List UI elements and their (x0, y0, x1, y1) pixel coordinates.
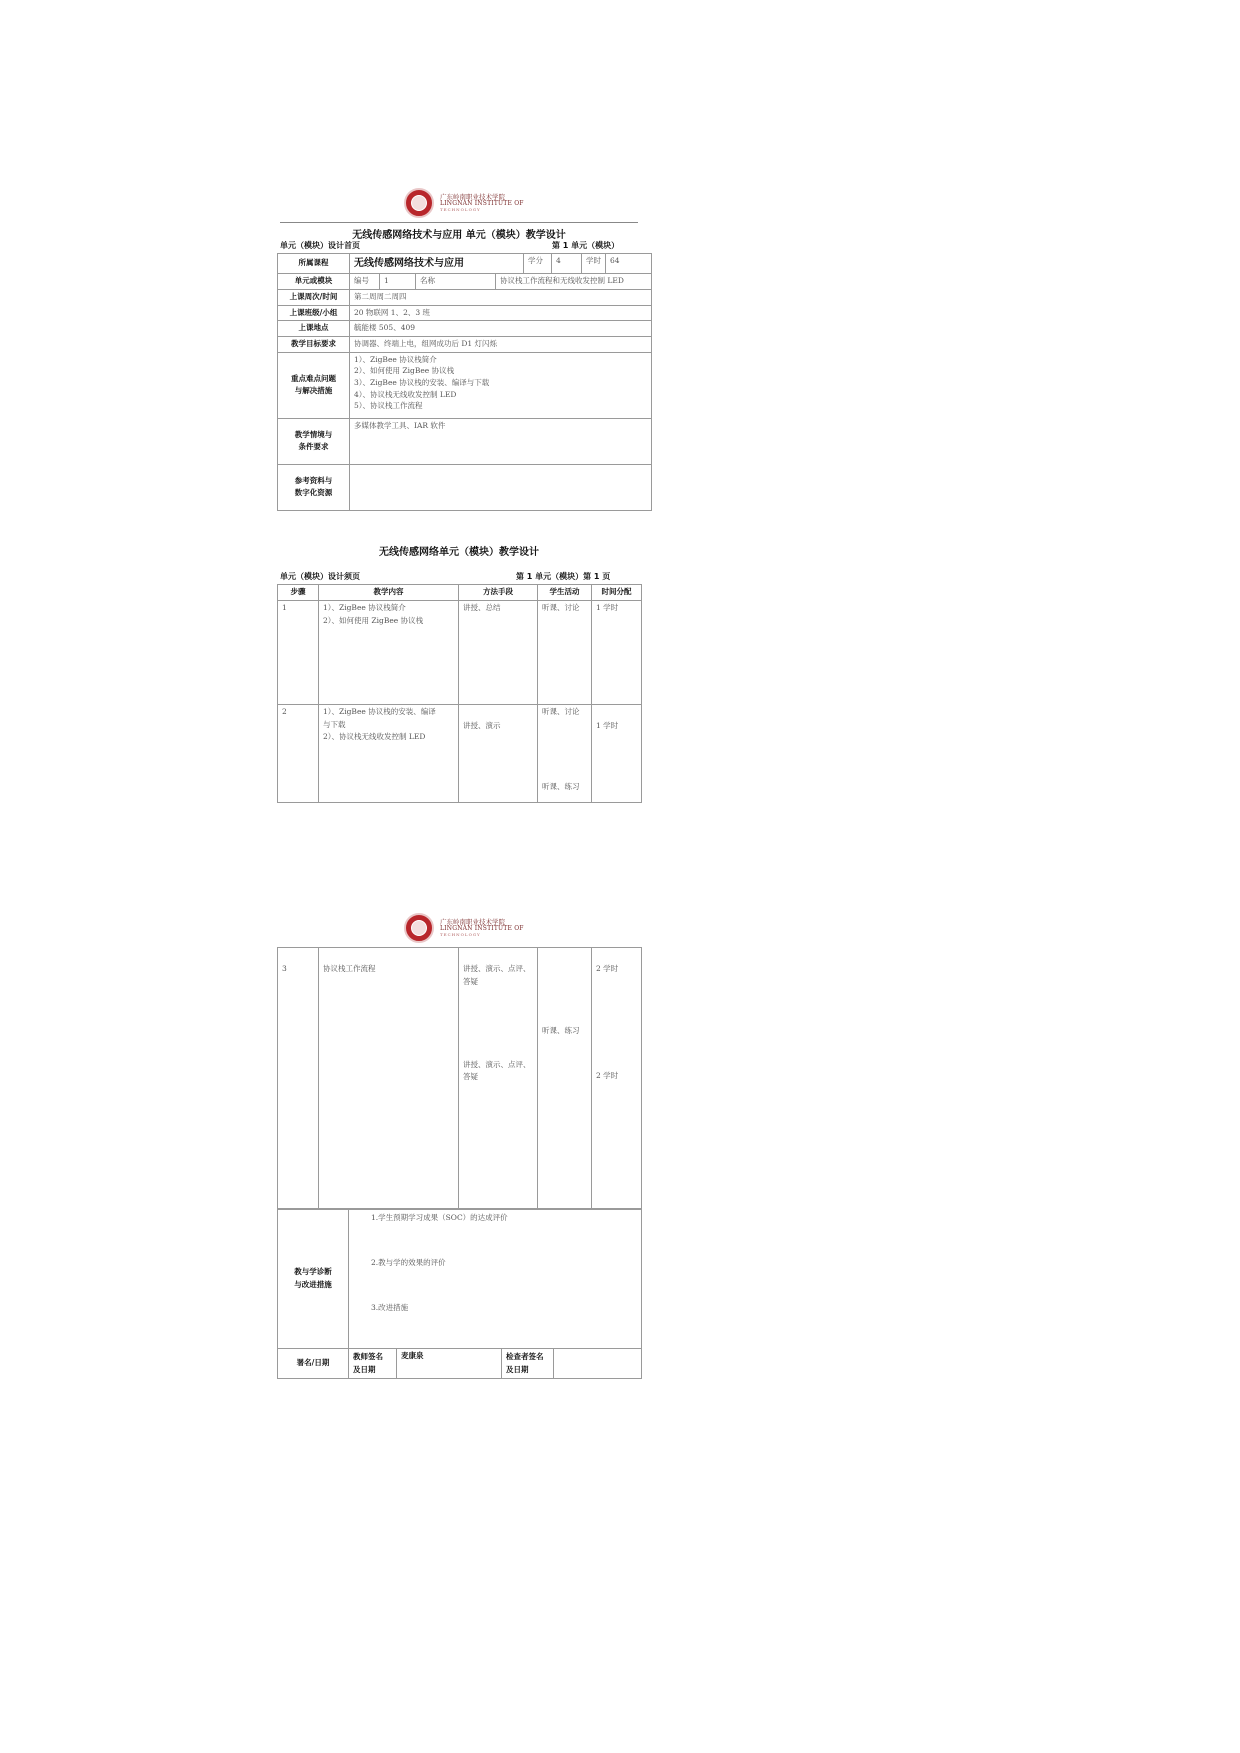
env-label: 教学情境与 条件要求 (278, 418, 350, 464)
page1-subtitle-left: 单元（模块）设计首页 (280, 241, 360, 250)
page1-subtitle-right: 第 1 单元（模块） (552, 241, 620, 250)
header-step: 步骤 (278, 585, 319, 601)
row3-time: 2 学时 2 学时 (592, 948, 642, 1210)
number-value: 1 (380, 274, 416, 290)
logo-en-name: LINGNAN INSTITUTE OF (440, 924, 524, 932)
week-value: 第二周周二周四 (350, 289, 652, 305)
row2-time: 1 学时 (592, 704, 642, 802)
logo-cn-name: 广东岭南职业技术学院 (440, 917, 505, 926)
checker-sign-label: 检查者签名 及日期 (502, 1349, 554, 1379)
signature-label: 署名/日期 (278, 1349, 349, 1379)
diagnosis-label: 教与学诊断 与改进措施 (278, 1209, 349, 1349)
diagnosis-item: 1.学生预期学习成果（SOC）的达成评价 (371, 1213, 508, 1222)
header-content: 教学内容 (319, 585, 459, 601)
row3-content: 协议栈工作流程 (319, 948, 459, 1210)
number-label: 编号 (350, 274, 380, 290)
page2-subtitle-left: 单元（模块）设计须页 (280, 572, 360, 581)
diagnosis-item: 2.教与学的效果的评价 (371, 1257, 446, 1267)
env-value: 多媒体教学工具、IAR 软件 (350, 418, 652, 464)
ref-value (350, 464, 652, 510)
header-activity: 学生活动 (538, 585, 592, 601)
hours-value: 64 (606, 254, 652, 274)
row1-activity: 听课、讨论 (538, 600, 592, 704)
row1-method: 讲授、总结 (459, 600, 538, 704)
row3-activity: 听课、练习 (538, 948, 592, 1210)
header-rule (280, 222, 638, 223)
key-item: 3）、ZigBee 协议栈的安装、编译与下载 (354, 378, 490, 387)
goal-value: 协调器、终端上电，组网成功后 D1 灯闪烁 (350, 337, 652, 353)
row1-step: 1 (278, 600, 319, 704)
name-value: 协议栈工作流程和无线收发控制 LED (496, 274, 652, 290)
ref-label: 参考资料与 数字化资源 (278, 464, 350, 510)
logo-en-name: LINGNAN INSTITUTE OF (440, 199, 524, 207)
row3-step: 3 (278, 948, 319, 1210)
class-value: 20 物联网 1、2、3 班 (350, 305, 652, 321)
key-issues-list (350, 352, 652, 418)
place-value: 毓能楼 505、409 (350, 321, 652, 337)
hours-label: 学时 (582, 254, 606, 274)
row1-time: 1 学时 (592, 600, 642, 704)
logo-en-sub: TECHNOLOGY (440, 931, 481, 937)
key-item: 2）、如何使用 ZigBee 协议栈 (354, 366, 455, 376)
unit-front-table (277, 253, 652, 511)
row2-step: 2 (278, 704, 319, 802)
row3-method: 讲授、演示、点评、 答疑 讲授、演示、点评、 答疑 (459, 948, 538, 1210)
goal-label: 教学目标要求 (278, 337, 350, 353)
unit-continuation-table (277, 584, 642, 803)
header-method: 方法手段 (459, 585, 538, 601)
page2-subtitle-right: 第 1 单元（模块）第 1 页 (516, 572, 611, 581)
credit-label: 学分 (524, 254, 552, 274)
school-logo (404, 188, 524, 218)
logo-cn-name: 广东岭南职业技术学院 (440, 192, 505, 201)
row1-content: 1）、ZigBee 协议栈简介 2）、如何使用 ZigBee 协议栈 (319, 600, 459, 704)
place-label: 上课地点 (278, 321, 350, 337)
row2-activity: 听课、讨论 听课、练习 (538, 704, 592, 802)
course-label: 所属课程 (278, 254, 350, 274)
page2-title: 无线传感网络单元（模块）教学设计 (379, 547, 539, 558)
school-seal-icon (404, 188, 434, 218)
key-item: 4）、协议栈无线收发控制 LED (354, 389, 457, 399)
logo-en-sub: TECHNOLOGY (440, 206, 481, 212)
row2-method: 讲授、演示 (459, 704, 538, 802)
key-issues-label: 重点难点问题 与解决措施 (278, 352, 350, 418)
checker-sign-value (554, 1349, 642, 1379)
class-label: 上课班级/小组 (278, 305, 350, 321)
key-item: 1）、ZigBee 协议栈简介 (354, 354, 437, 364)
diagnosis-table (277, 1208, 642, 1379)
unit-continuation-table-2 (277, 947, 642, 1210)
teacher-sign-value: 麦康泉 (397, 1349, 502, 1379)
header-time: 时间分配 (592, 585, 642, 601)
credit-value: 4 (552, 254, 582, 274)
row2-content: 1）、ZigBee 协议栈的安装、编译 与下载 2）、协议栈无线收发控制 LED (319, 704, 459, 802)
diagnosis-item: 3.改进措施 (371, 1302, 409, 1312)
unit-label: 单元或模块 (278, 274, 350, 290)
course-value: 无线传感网络技术与应用 (350, 254, 524, 274)
key-item: 5）、协议栈工作流程 (354, 401, 423, 411)
teacher-sign-label: 教师签名 及日期 (349, 1349, 397, 1379)
school-seal-icon (404, 913, 434, 943)
diagnosis-list (349, 1209, 642, 1349)
week-label: 上课周次/时间 (278, 289, 350, 305)
page1-title: 无线传感网络技术与应用 单元（模块）教学设计 (352, 230, 566, 241)
name-label: 名称 (416, 274, 496, 290)
school-logo (404, 913, 524, 943)
